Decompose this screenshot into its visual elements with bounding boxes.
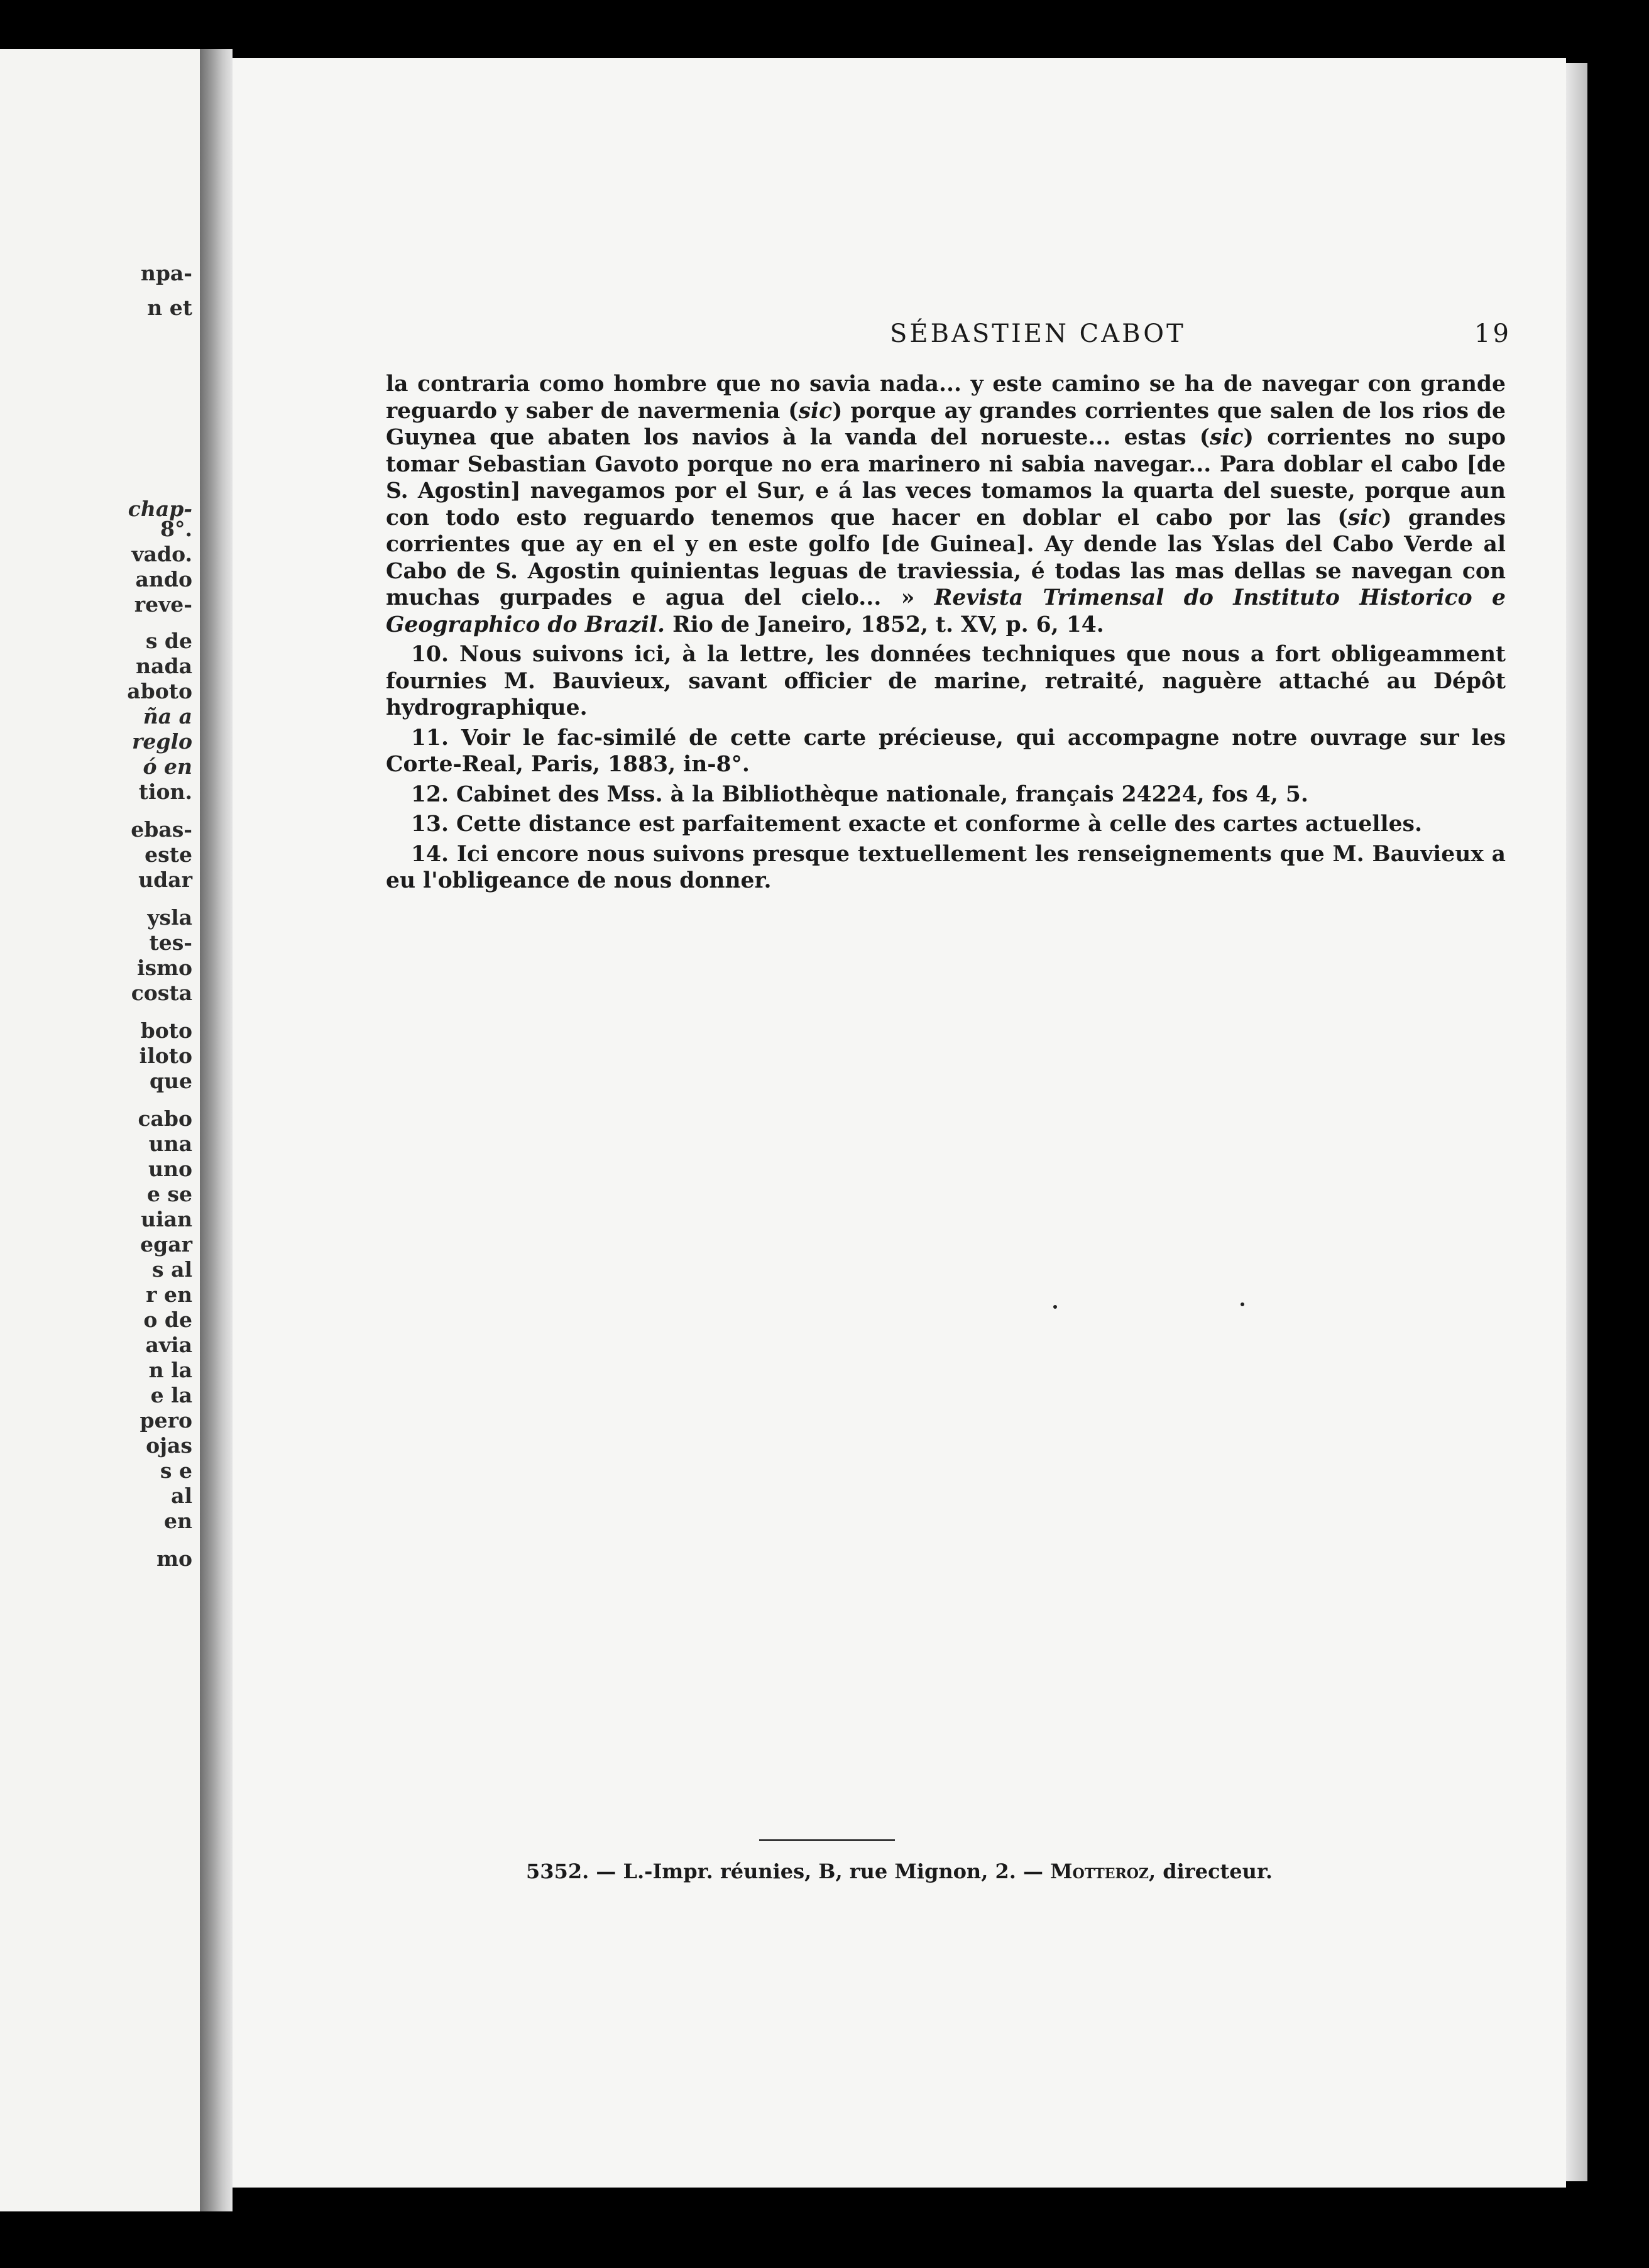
left-page-text-fragment: s de (145, 629, 192, 653)
journal-title: Revista Trimensal do Instituto Historico e Geographico do Brazil. (386, 585, 1506, 637)
left-page-text-fragment: e la (150, 1383, 192, 1407)
left-page-text-fragment: al (171, 1484, 192, 1508)
imprint-rule (759, 1839, 895, 1841)
left-page-text-fragment: mo (156, 1546, 192, 1571)
left-page-text-fragment: una (148, 1131, 192, 1156)
left-page-text-fragment: costa (131, 981, 192, 1005)
left-page-text-fragment: udar (138, 867, 192, 892)
left-page-text-fragment: uian (141, 1207, 192, 1231)
right-page (233, 58, 1566, 2188)
page-number: 19 (1474, 319, 1511, 348)
left-page-text-fragment: iloto (139, 1043, 192, 1068)
left-page-text-fragment: chap- (128, 497, 192, 521)
running-title: SÉBASTIEN CABOT (890, 319, 1186, 348)
left-page-text-fragment: que (149, 1069, 192, 1093)
left-page-text-fragment: ismo (136, 955, 192, 980)
left-page-text-fragment: s e (160, 1458, 192, 1483)
left-page-text-fragment: npa- (140, 261, 192, 285)
printer-imprint: 5352. — L.-Impr. réunies, B, rue Mignon, 2. — Motteroz, directeur. (526, 1859, 1273, 1883)
left-page-text-fragment: uno (148, 1157, 192, 1181)
left-page-text-fragment: n et (147, 295, 192, 320)
left-page-text-fragment: vado. (131, 542, 192, 566)
book-spine (200, 49, 233, 2211)
left-page-text-fragment: tion. (138, 779, 192, 804)
left-page-text-fragment: ña a (143, 704, 192, 729)
left-page-text-fragment: ojas (146, 1433, 192, 1458)
left-page-text-fragment: tes- (149, 930, 192, 955)
left-page-text-fragment: este (145, 842, 192, 867)
left-page-text-fragment: n la (148, 1358, 192, 1382)
footnotes (386, 371, 1506, 895)
running-header (890, 319, 1566, 348)
left-page-text-fragment: e se (146, 1182, 192, 1206)
left-page-text-fragment: nada (136, 654, 192, 678)
left-page-text-fragment: avia (145, 1333, 192, 1357)
footnote-14: 14. Ici encore nous suivons presque textuellement les renseignements que M. Bauvieux a eu l'obligeance de nous donner. (386, 841, 1506, 893)
footnote-11: 11. Voir le fac-similé de cette carte précieuse, qui accompagne notre ouvrage sur les Corte-Real, Paris, 1883, in-8°. (386, 725, 1506, 777)
left-page-text-fragment: ysla (147, 905, 192, 930)
left-page-text-fragment: cabo (138, 1106, 192, 1131)
left-page-text-fragment: reve- (134, 592, 192, 617)
left-page-text-fragment: boto (140, 1018, 192, 1043)
left-page-text-fragment: o de (143, 1307, 192, 1332)
print-speck (1241, 1302, 1244, 1306)
left-page-text-fragment: aboto (127, 679, 192, 703)
left-page-fragment (0, 49, 200, 2211)
left-page-text-fragment: egar (140, 1232, 192, 1257)
left-page-text-fragment: ebas- (131, 817, 192, 842)
left-page-text-fragment: reglo (131, 729, 192, 754)
left-page-text-fragment: s al (152, 1257, 192, 1282)
left-page-text-fragment: r en (146, 1282, 192, 1307)
footnote-13: 13. Cette distance est parfaitement exacte et conforme à celle des cartes actuelles. (411, 812, 1422, 837)
left-page-text-fragment: ó en (143, 754, 192, 779)
left-page-text-fragment: ando (135, 567, 192, 592)
left-page-text-fragment: en (164, 1509, 192, 1533)
left-page-text-fragment: pero (140, 1408, 192, 1433)
footnote-10: 10. Nous suivons ici, à la lettre, les données techniques que nous a fort obligeamment fournies M. Bauvieux, savant officier de marine, retraité, naguère attaché au Dépôt hydrographique. (386, 642, 1506, 720)
page-edge (1566, 63, 1587, 2181)
footnote-9-continuation: la contraria como hombre que no savia nada... y este camino se ha de navegar con grande reguardo y saber de navermenia (sic) porque ay grandes corrientes que salen de los rios de Guynea que abaten los navios à la vanda del norueste... estas (sic) corrientes no supo tomar Sebastian Gavoto porque no era marinero ni sabia navegar... Para doblar el cabo [de S. Agostin] navegamos por el Sur, e á las veces tomamos la quarta del sueste, porque aun con todo esto reguardo tenemos que hacer en doblar el cabo por las (sic) grandes corrientes que ay en el y en este golfo [de Guinea]. Ay dende las Yslas del Cabo Verde al Cabo de S. Agostin quinientas leguas de traviessia, é todas las mas dellas se navegan con muchas gurpades e agua del cielo... » Revista Trimensal do Instituto Historico e Geographico do Brazil. Rio de Janeiro, 1852, t. XV, p. 6, 14. (386, 372, 1506, 637)
footnote-12: 12. Cabinet des Mss. à la Bibliothèque nationale, français 24224, fos 4, 5. (411, 781, 1308, 807)
left-page-text-fragment: 8°. (160, 517, 192, 541)
print-speck (1053, 1305, 1057, 1309)
